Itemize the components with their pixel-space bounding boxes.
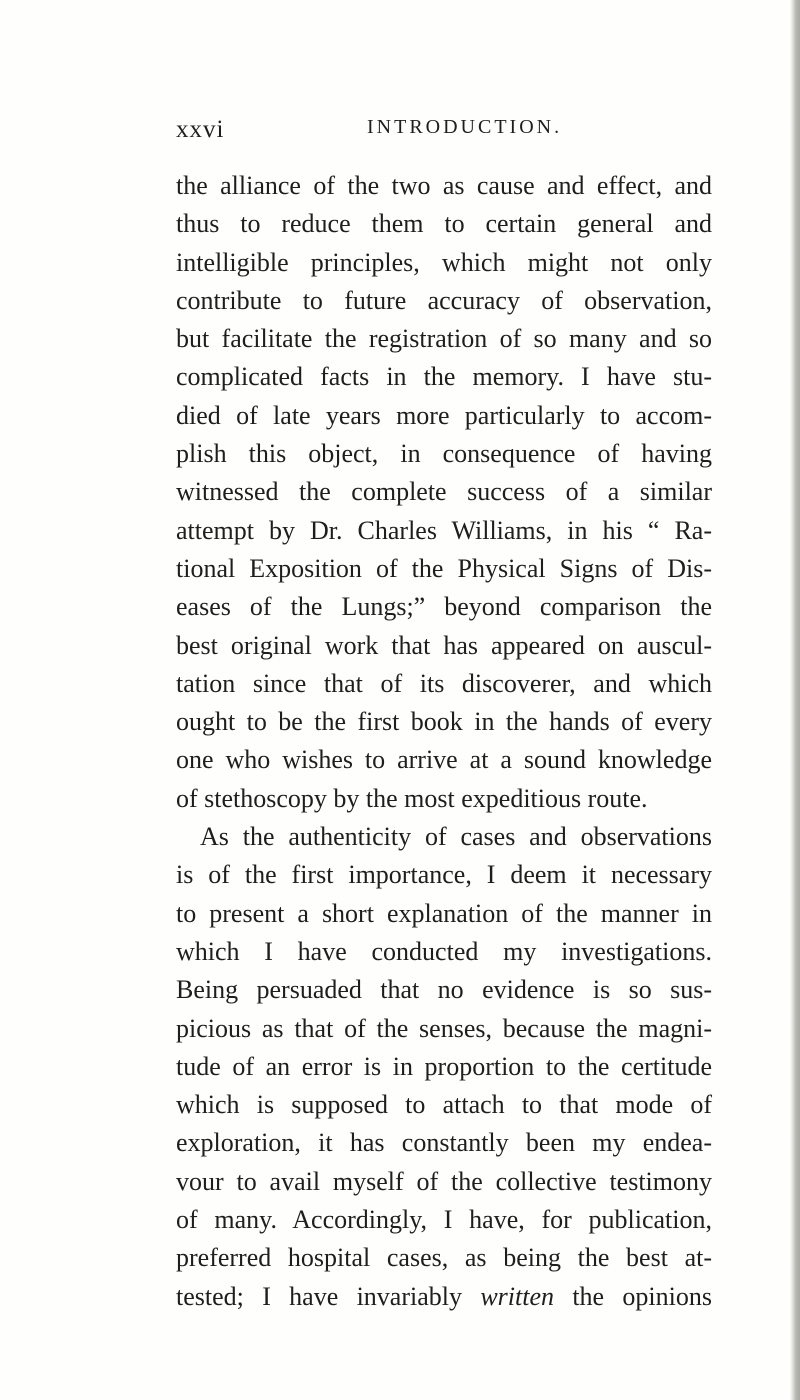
text-line: best original work that has appeared on auscul- bbox=[176, 630, 712, 660]
text-line: tional Exposition of the Physical Signs of Dis- bbox=[176, 553, 712, 583]
text-line: contribute to future accuracy of observation, bbox=[176, 285, 712, 315]
text-line: tation since that of its discoverer, and which bbox=[176, 668, 712, 698]
text-line: vour to avail myself of the collective testimony bbox=[176, 1166, 712, 1196]
text-line: one who wishes to arrive at a sound knowledge bbox=[176, 745, 712, 775]
text-line: which is supposed to attach to that mode of bbox=[176, 1090, 712, 1120]
text-line: picious as that of the senses, because the magni- bbox=[176, 1013, 712, 1043]
text-line: intelligible principles, which might not only bbox=[176, 247, 712, 277]
text-line: to present a short explanation of the manner in bbox=[176, 898, 712, 928]
italic-word: written bbox=[480, 1281, 554, 1311]
body-text bbox=[176, 167, 712, 1316]
text-line: Being persuaded that no evidence is so sus- bbox=[176, 975, 712, 1005]
text-line: of stethoscopy by the most expeditious route. bbox=[176, 783, 648, 813]
text-line: ought to be the first book in the hands of every bbox=[176, 707, 712, 737]
text-line: complicated facts in the memory. I have stu- bbox=[176, 362, 712, 392]
paragraph-start-line: As the authenticity of cases and observations bbox=[200, 822, 712, 852]
text-line: preferred hospital cases, as being the best at- bbox=[176, 1243, 712, 1273]
text-line: which I have conducted my investigations. bbox=[176, 936, 712, 966]
section-title: INTRODUCTION. bbox=[367, 116, 563, 138]
text-line: is of the first importance, I deem it necessary bbox=[176, 860, 712, 890]
text-line: exploration, it has constantly been my endea- bbox=[176, 1128, 712, 1158]
text-line: attempt by Dr. Charles Williams, in his “ Ra- bbox=[176, 515, 712, 545]
text-line: plish this object, in consequence of having bbox=[176, 439, 712, 469]
text-line: thus to reduce them to certain general and bbox=[176, 209, 712, 239]
text-line: the alliance of the two as cause and effect, and bbox=[176, 171, 712, 200]
text-line: witnessed the complete success of a similar bbox=[176, 477, 712, 507]
text-line: of many. Accordingly, I have, for publication, bbox=[176, 1205, 712, 1235]
final-text-line bbox=[176, 1278, 712, 1316]
final-line-before: tested; I have invariably bbox=[176, 1281, 462, 1311]
page-number: xxvi bbox=[176, 116, 225, 143]
text-line: eases of the Lungs;” beyond comparison the bbox=[176, 592, 712, 622]
final-line-after: the opinions bbox=[572, 1281, 712, 1311]
page-edge-shadow bbox=[790, 0, 800, 1400]
running-head bbox=[176, 116, 716, 148]
text-line: died of late years more particularly to accom- bbox=[176, 400, 712, 430]
text-line: but facilitate the registration of so many and so bbox=[176, 324, 712, 354]
text-line: tude of an error is in proportion to the certitude bbox=[176, 1051, 712, 1081]
